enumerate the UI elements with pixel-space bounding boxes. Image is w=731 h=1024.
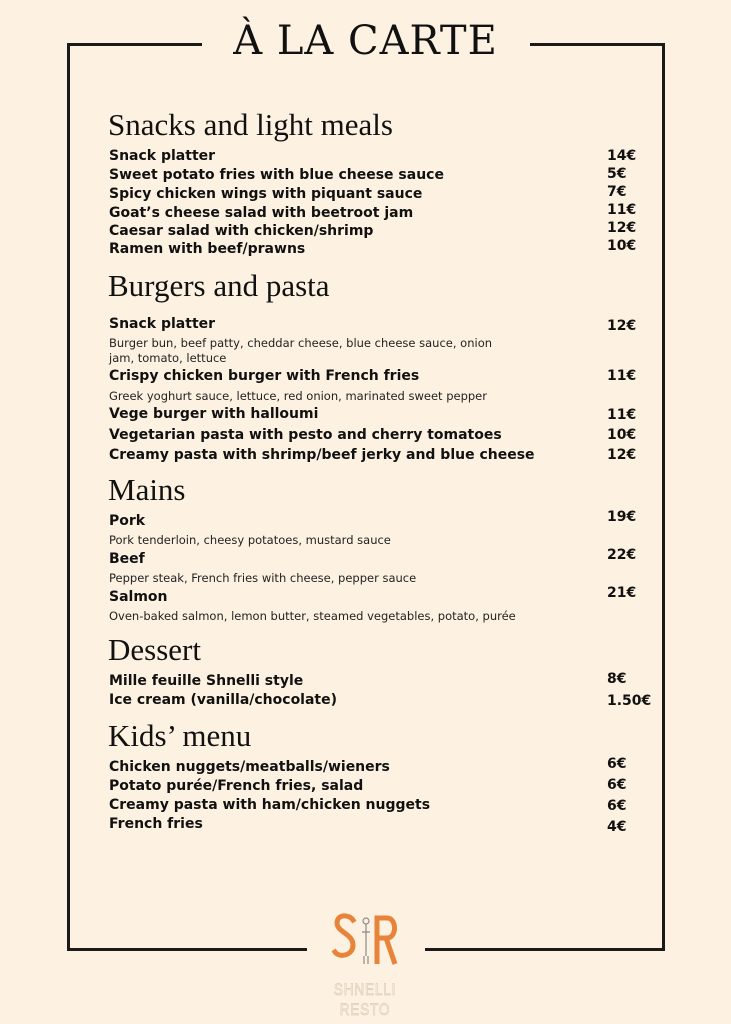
menu-item-name: Chicken nuggets/meatballs/wieners bbox=[109, 759, 390, 775]
restaurant-wordmark: SHNELLI RESTO bbox=[333, 980, 397, 1019]
menu-item-price: 11€ bbox=[607, 202, 637, 218]
menu-item-price: 6€ bbox=[607, 756, 627, 772]
menu-item-price: 5€ bbox=[607, 166, 627, 182]
menu-item-price: 8€ bbox=[607, 671, 627, 687]
section-title-snacks: Snacks and light meals bbox=[108, 107, 393, 142]
menu-item-name: Salmon bbox=[109, 589, 168, 605]
menu-item-price: 19€ bbox=[607, 509, 637, 525]
frame-line-bottom-left bbox=[67, 948, 307, 951]
menu-item-price: 10€ bbox=[607, 238, 637, 254]
menu-item-description: Greek yoghurt sauce, lettuce, red onion, marinated sweet pepper bbox=[109, 389, 487, 403]
menu-item-name: Mille feuille Shnelli style bbox=[109, 673, 304, 689]
frame-line-bottom-right bbox=[425, 948, 665, 951]
menu-item-description: Pork tenderloin, cheesy potatoes, mustard sauce bbox=[109, 533, 391, 547]
menu-item-name: Crispy chicken burger with French fries bbox=[109, 368, 420, 384]
menu-item-name: Ice cream (vanilla/chocolate) bbox=[109, 692, 338, 708]
menu-item-price: 21€ bbox=[607, 585, 637, 601]
menu-item-price: 4€ bbox=[607, 819, 627, 835]
menu-item-name: French fries bbox=[109, 816, 203, 832]
menu-item-name: Ramen with beef/prawns bbox=[109, 241, 306, 257]
menu-item-price: 12€ bbox=[607, 318, 637, 334]
menu-item-price: 12€ bbox=[607, 220, 637, 236]
menu-item-name: Snack platter bbox=[109, 316, 216, 332]
menu-item-description: Oven-baked salmon, lemon butter, steamed vegetables, potato, purée bbox=[109, 609, 516, 623]
menu-item-price: 22€ bbox=[607, 547, 637, 563]
menu-item-name: Potato purée/French fries, salad bbox=[109, 778, 364, 794]
menu-item-name: Spicy chicken wings with piquant sauce bbox=[109, 186, 423, 202]
restaurant-logo-icon bbox=[331, 912, 401, 968]
menu-item-name: Pork bbox=[109, 513, 146, 529]
menu-item-price: 7€ bbox=[607, 184, 627, 200]
menu-item-price: 6€ bbox=[607, 777, 627, 793]
menu-item-name: Beef bbox=[109, 551, 145, 567]
menu-item-name: Vegetarian pasta with pesto and cherry tomatoes bbox=[109, 427, 502, 443]
section-title-kids: Kids’ menu bbox=[108, 718, 252, 753]
menu-item-price: 11€ bbox=[607, 368, 637, 384]
menu-item-description: Burger bun, beef patty, cheddar cheese, blue cheese sauce, onion bbox=[109, 336, 493, 350]
menu-item-name: Caesar salad with chicken/shrimp bbox=[109, 223, 374, 239]
section-title-burgers: Burgers and pasta bbox=[108, 268, 330, 303]
menu-item-price: 14€ bbox=[607, 148, 637, 164]
menu-item-name: Vege burger with halloumi bbox=[109, 406, 319, 422]
menu-item-price: 12€ bbox=[607, 447, 637, 463]
menu-item-name: Sweet potato fries with blue cheese sauce bbox=[109, 167, 444, 183]
menu-item-description: Pepper steak, French fries with cheese, pepper sauce bbox=[109, 571, 417, 585]
page-title: À LA CARTE bbox=[233, 18, 498, 64]
frame-line-right bbox=[662, 43, 665, 951]
menu-item-description: jam, tomato, lettuce bbox=[109, 351, 227, 365]
section-title-mains: Mains bbox=[108, 472, 186, 507]
section-title-dessert: Dessert bbox=[108, 632, 201, 667]
frame-line-left bbox=[67, 43, 70, 951]
menu-item-price: 6€ bbox=[607, 798, 627, 814]
menu-item-price: 10€ bbox=[607, 427, 637, 443]
menu-item-price: 11€ bbox=[607, 407, 637, 423]
menu-item-name: Creamy pasta with shrimp/beef jerky and blue cheese bbox=[109, 447, 535, 463]
menu-item-name: Goat’s cheese salad with beetroot jam bbox=[109, 205, 414, 221]
menu-item-name: Snack platter bbox=[109, 148, 216, 164]
menu-item-name: Creamy pasta with ham/chicken nuggets bbox=[109, 797, 431, 813]
menu-item-price: 1.50€ bbox=[607, 693, 652, 709]
